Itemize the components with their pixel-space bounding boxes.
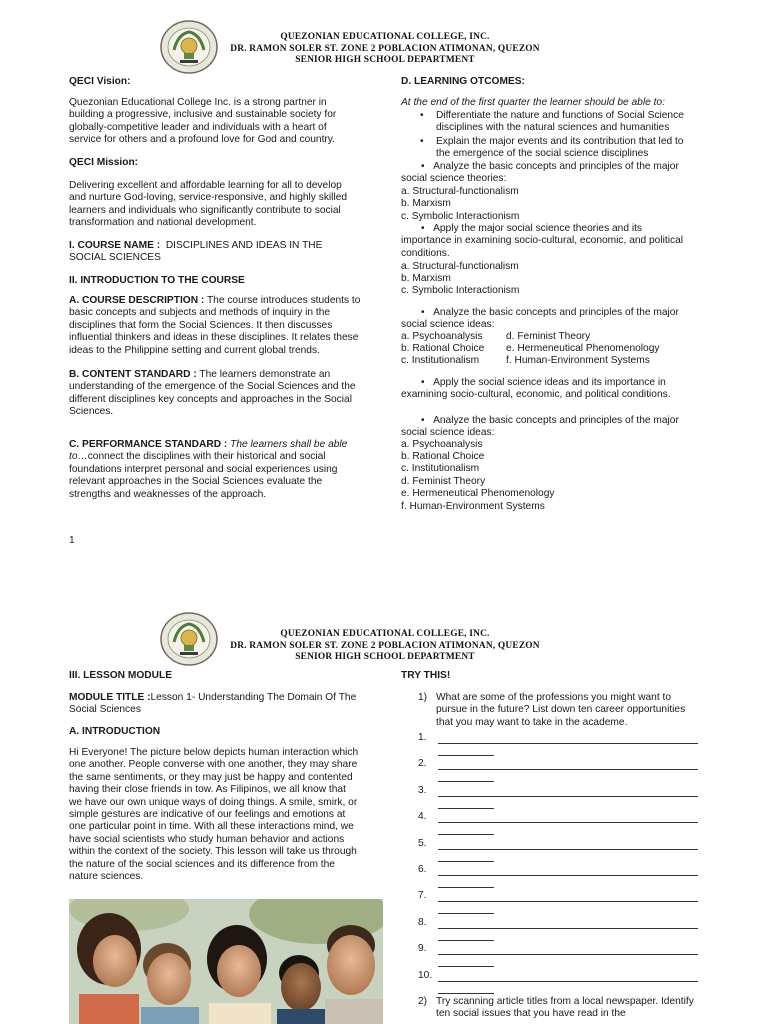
answer-blank-line[interactable] (438, 876, 494, 888)
content-standard (69, 369, 357, 419)
introduction-title: A. INTRODUCTION (69, 726, 161, 737)
outcome-5-item: b. Rational Choice (401, 343, 485, 354)
outcome-4 (401, 223, 693, 260)
outcome-7-item: b. Rational Choice (401, 451, 485, 462)
question-2-number: 2) (418, 996, 428, 1007)
outcome-7-text: Analyze the basic concepts and principles of the major social science ideas: (401, 415, 679, 439)
page-number: 1 (69, 535, 75, 546)
lesson-module-title: III. LESSON MODULE (69, 670, 173, 681)
question-1-number: 1) (418, 692, 428, 703)
school-name: QUEZONIAN EDUCATIONAL COLLEGE, INC. (280, 32, 490, 42)
outcome-4-text: Apply the major social science theories and its importance in examining socio-cultural, economic, and political conditions. (401, 223, 683, 259)
question-1-text: What are some of the professions you might want to pursue in the future? List down ten career opportunities that you may want to take in the academe. (436, 692, 686, 728)
bullet-icon: • (421, 415, 425, 426)
school-department: SENIOR HIGH SCHOOL DEPARTMENT (295, 55, 475, 65)
outcome-3-item: b. Marxism (401, 198, 451, 209)
outcome-5-item: a. Psychoanalysis (401, 331, 483, 342)
outcome-7-item: a. Psychoanalysis (401, 439, 483, 450)
outcome-7-item: d. Feminist Theory (401, 476, 486, 487)
bullet-icon: • (421, 307, 425, 318)
outcome-4-item: b. Marxism (401, 273, 451, 284)
mission-title: QECI Mission: (69, 157, 139, 168)
outcome-2: Explain the major events and its contribution that led to the emergence of the social science disciplines (436, 136, 684, 160)
answer-number: 7. (418, 890, 427, 901)
answer-blank-line[interactable] (438, 758, 698, 770)
school-department: SENIOR HIGH SCHOOL DEPARTMENT (295, 652, 475, 662)
answer-number: 1. (418, 732, 427, 743)
outcome-6 (401, 377, 691, 402)
school-header (200, 32, 570, 67)
answer-blank-line[interactable] (438, 864, 698, 876)
learning-outcomes-title: D. LEARNING OTCOMES: (401, 76, 525, 87)
outcome-5-item: c. Institutionalism (401, 355, 480, 366)
answer-number: 2. (418, 758, 427, 769)
outcome-5 (401, 307, 699, 332)
answer-blank-line[interactable] (438, 823, 494, 835)
outcome-3 (401, 161, 699, 186)
content-standard-label: B. CONTENT STANDARD : (69, 369, 197, 380)
answer-blank-line[interactable] (438, 902, 494, 914)
performance-standard-intro: The learners shall be able to… (69, 439, 348, 463)
mission-text: Delivering excellent and affordable learning for all to develop and nurture God-loving, service-responsive, and highly skilled learners and individuals who significantly contribute to social transformation and national development. (69, 180, 348, 229)
performance-standard-text: connect the disciplines with their historical and social foundations interpret personal and social experiences using relevant approaches in the Social Sciences evaluate the strengths and weaknesses of the approach. (69, 451, 338, 500)
course-name (69, 240, 359, 265)
outcome-7 (401, 415, 699, 440)
outcome-1: Differentiate the nature and functions of Social Science disciplines with the natural sciences and humanities (436, 110, 684, 134)
module-title (69, 692, 359, 717)
course-description-text: The course introduces students to basic concepts and subjects and methods of inquiry in the disciplines that form the Social Sciences. It then discusses influential thinkers and ideas in these disciplines. It relates these ideas to the Philippine setting and current global trends. (69, 295, 361, 356)
content-standard-text: The learners demonstrate an understanding of the emergence of the Social Sciences and the different disciplines key concepts and approaches in the Social Sciences. (69, 369, 356, 418)
bullet-icon: • (421, 161, 425, 172)
course-description (69, 295, 365, 357)
answer-blank-line[interactable] (438, 770, 494, 782)
answer-number: 3. (418, 785, 427, 796)
outcome-4-item: a. Structural-functionalism (401, 261, 519, 272)
school-header (200, 629, 570, 664)
vision-title: QECI Vision: (69, 76, 131, 87)
outcome-3-text: Analyze the basic concepts and principles of the major social science theories: (401, 161, 679, 185)
introduction-text: Hi Everyone! The picture below depicts human interaction which one another. People converse with one another, they may share the same sentiments, or they may just be happy and contented having their close friends in tow. As Filipinos, we all know that we have our own unique ways of doing things. A smile, smirk, or simple gestures are indicative of our feelings and emotions at one particular point in time. With all these interactions mind, we have social scientists who study human behavior and actions within the context of the society. This lesson will take us through the nature of the social sciences and its difference from the nature sciences. (69, 747, 359, 883)
answer-blank-line[interactable] (438, 785, 698, 797)
answer-blank-line[interactable] (438, 955, 494, 967)
answer-number: 6. (418, 864, 427, 875)
outcome-5-item: f. Human-Environment Systems (506, 355, 650, 366)
course-description-label: A. COURSE DESCRIPTION : (69, 295, 205, 306)
outcome-3-item: c. Symbolic Interactionism (401, 211, 520, 222)
outcome-4-item: c. Symbolic Interactionism (401, 285, 520, 296)
answer-blank-line[interactable] (438, 929, 494, 941)
outcome-6-text: Apply the social science ideas and its importance in examining socio-cultural, economic, and political conditions. (401, 377, 671, 401)
bullet-icon: • (420, 110, 424, 121)
outcome-7-item: e. Hermeneutical Phenomenology (401, 488, 555, 499)
answer-blank-line[interactable] (438, 917, 698, 929)
bullet-icon: • (420, 136, 424, 147)
answer-blank-line[interactable] (438, 732, 698, 744)
outcome-7-item: c. Institutionalism (401, 463, 480, 474)
course-name-value: DISCIPLINES AND IDEAS IN THE SOCIAL SCIENCES (69, 240, 323, 264)
answer-number: 9. (418, 943, 427, 954)
school-address: DR. RAMON SOLER ST. ZONE 2 POBLACION ATIMONAN, QUEZON (230, 640, 540, 651)
try-this-title: TRY THIS! (401, 670, 451, 681)
outcome-7-item: f. Human-Environment Systems (401, 501, 545, 512)
module-title-label: MODULE TITLE : (69, 692, 151, 703)
answer-blank-line[interactable] (438, 838, 698, 850)
answer-number: 8. (418, 917, 427, 928)
performance-standard (69, 439, 363, 501)
answer-blank-line[interactable] (438, 943, 698, 955)
answer-number: 5. (418, 838, 427, 849)
answer-blank-line[interactable] (438, 890, 698, 902)
human-interaction-photo (69, 899, 383, 1024)
outcome-3-item: a. Structural-functionalism (401, 186, 519, 197)
answer-blank-line[interactable] (438, 811, 698, 823)
intro-course-title: II. INTRODUCTION TO THE COURSE (69, 275, 245, 286)
answer-blank-line[interactable] (438, 797, 494, 809)
answer-blank-line[interactable] (438, 744, 494, 756)
school-address: DR. RAMON SOLER ST. ZONE 2 POBLACION ATIMONAN, QUEZON (230, 43, 540, 54)
learning-outcomes-intro: At the end of the first quarter the learner should be able to: (401, 97, 665, 108)
outcome-5-text: Analyze the basic concepts and principles of the major social science ideas: (401, 307, 679, 331)
answer-blank-line[interactable] (438, 850, 494, 862)
answer-number: 10. (418, 970, 433, 981)
course-name-label: I. COURSE NAME : (69, 240, 161, 251)
answer-blank-line[interactable] (438, 982, 494, 994)
bullet-icon: • (421, 377, 425, 388)
outcome-5-item: d. Feminist Theory (506, 331, 591, 342)
outcome-5-item: e. Hermeneutical Phenomenology (506, 343, 660, 354)
question-2-text: Try scanning article titles from a local newspaper. Identify ten social issues that you have read in the (436, 996, 694, 1020)
performance-standard-label: C. PERFORMANCE STANDARD : (69, 439, 228, 450)
school-name: QUEZONIAN EDUCATIONAL COLLEGE, INC. (280, 629, 490, 639)
bullet-icon: • (421, 223, 425, 234)
answer-blank-line[interactable] (438, 970, 698, 982)
module-title-value: Lesson 1- Understanding The Domain Of The Social Sciences (69, 692, 357, 716)
answer-number: 4. (418, 811, 427, 822)
vision-text: Quezonian Educational College Inc. is a strong partner in building a progressive, inclusive and sustainable society for globally-competitive leader and individuals with a heart of service for others and a profound love for God and country. (69, 97, 337, 146)
